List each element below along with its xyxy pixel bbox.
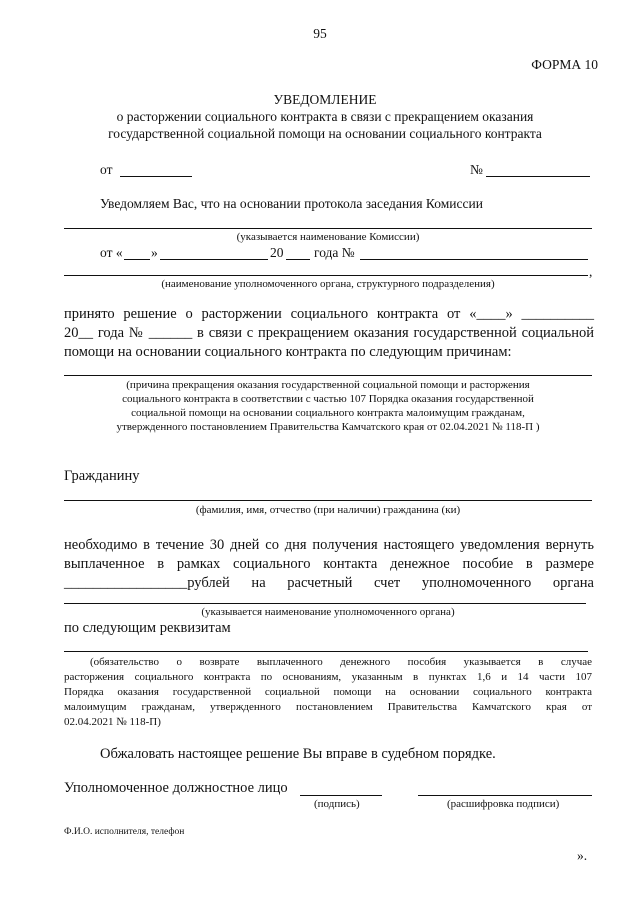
details-label: по следующим реквизитам (64, 620, 231, 636)
year-prefix: 20 (270, 245, 284, 260)
day-field-line[interactable] (124, 259, 150, 260)
decision-line-2: 20__ года № ______ в связи с прекращением оказания государственной социальной (64, 325, 594, 341)
official-label: Уполномоченное должностное лицо (64, 780, 288, 796)
executor-note: Ф.И.О. исполнителя, телефон (64, 827, 185, 837)
return-line-3: _________________рублей на расчетный счет уполномоченного органа (64, 575, 594, 591)
appeal-text: Обжаловать настоящее решение Вы вправе в судебном порядке. (100, 746, 496, 762)
date-line-prefix: от « (100, 245, 123, 260)
citizen-name-field-line[interactable] (64, 500, 592, 501)
obligation-line-1: (обязательство о возврате выплаченного денежного пособия указывается в случае (90, 656, 592, 668)
return-line-1: необходимо в течение 30 дней со дня получения настоящего уведомления вернуть (64, 537, 594, 553)
date-line-quote-close: » (151, 245, 158, 260)
caption-commission: (указывается наименование Комиссии) (236, 231, 420, 243)
decision-line-3: помощи на основании социального контракта по следующим причинам: (64, 344, 512, 360)
subtitle-line-2: государственной социальной помощи на основании социального контракта (108, 126, 542, 141)
commission-field-line[interactable] (64, 228, 592, 229)
from-label: от (100, 162, 113, 177)
signature-field-line[interactable] (300, 795, 382, 796)
authority2-field-line[interactable] (64, 603, 586, 604)
document-title: УВЕДОМЛЕНИЕ (273, 92, 377, 107)
number-field-line[interactable] (486, 176, 590, 177)
comma: , (589, 264, 593, 279)
page-number: 95 (313, 26, 327, 41)
caption-reason-2: социального контракта в соответствии с частью 107 Порядка оказания государственной (122, 393, 534, 405)
date-field-line[interactable] (120, 176, 192, 177)
caption-reason-3: социальной помощи на основании социального контракта малоимущим гражданам, (131, 407, 525, 419)
year-suffix: года № (314, 245, 355, 260)
subtitle-line-1: о расторжении социального контракта в связи с прекращением оказания (116, 109, 534, 124)
obligation-line-3: Порядка оказания государственной социальной помощи на основании социального контракта (64, 686, 592, 698)
obligation-line-4: малоимущим гражданам, утвержденного постановлением Правительства Камчатского края от (64, 701, 592, 713)
decision-line-1: принято решение о расторжении социального контракта от «____» __________ (64, 306, 594, 322)
caption-authority2: (указывается наименование уполномоченного органа) (201, 606, 455, 618)
caption-citizen: (фамилия, имя, отчество (при наличии) гражданина (ки) (195, 504, 461, 516)
authority-field-line[interactable] (64, 275, 588, 276)
closing-quote: ». (577, 848, 588, 863)
return-line-2: выплаченное в рамках социального контакта денежное пособие в размере (64, 556, 594, 572)
obligation-line-2: расторжения социального контракта по основаниям, указанным в пунктах 1,6 и 14 части 107 (64, 671, 592, 683)
citizen-label: Гражданину (64, 468, 140, 484)
protocol-number-field-line[interactable] (360, 259, 588, 260)
caption-reason-4: утвержденного постановлением Правительства Камчатского края от 02.04.2021 № 118-П ) (116, 421, 540, 433)
details-field-line[interactable] (64, 651, 588, 652)
decoding-field-line[interactable] (418, 795, 592, 796)
obligation-line-5: 02.04.2021 № 118-П) (64, 716, 161, 728)
reason-field-line[interactable] (64, 375, 592, 376)
caption-authority: (наименование уполномоченного органа, структурного подразделения) (161, 278, 495, 290)
caption-reason-1: (причина прекращения оказания государственной социальной помощи и расторжения (126, 379, 530, 391)
month-field-line[interactable] (160, 259, 268, 260)
intro-text: Уведомляем Вас, что на основании протокола заседания Комиссии (100, 196, 483, 211)
decoding-caption: (расшифровка подписи) (447, 798, 560, 810)
number-label: № (470, 162, 483, 177)
year-field-line[interactable] (286, 259, 310, 260)
form-label: ФОРМА 10 (531, 57, 598, 72)
signature-caption: (подпись) (314, 798, 360, 810)
